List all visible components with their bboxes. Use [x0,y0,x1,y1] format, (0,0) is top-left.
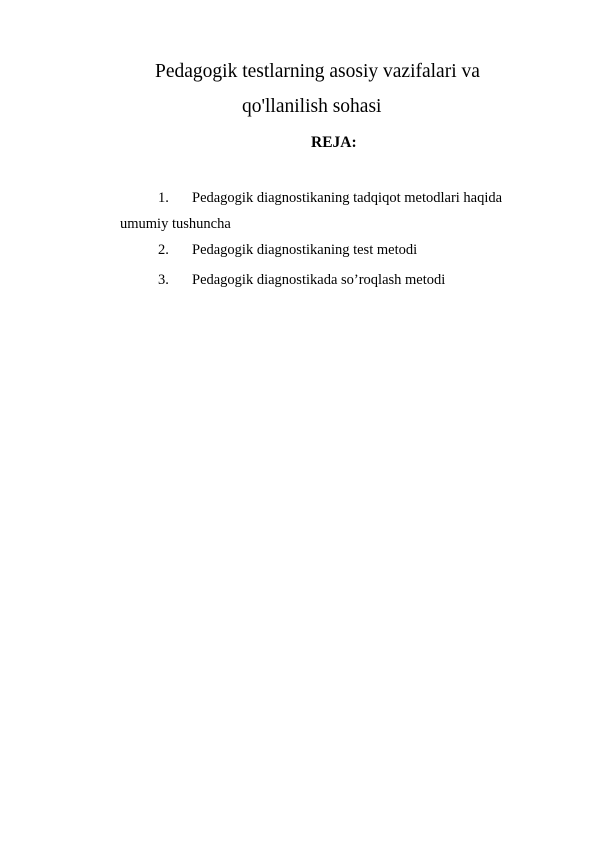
list-item-number: 2. [158,242,169,258]
page-title-line-2: qo'llanilish sohasi [242,96,382,117]
list-item-text-continuation: umumiy tushuncha [120,216,231,232]
list-item-text: Pedagogik diagnostikaning test metodi [192,242,418,258]
plan-heading: REJA: [311,134,357,151]
page-title-line-1: Pedagogik testlarning asosiy vazifalari va [155,61,480,82]
list-item-text: Pedagogik diagnostikaning tadqiqot metodlari haqida [192,190,503,206]
list-item-number: 1. [158,190,169,206]
list-item-text: Pedagogik diagnostikada so’roqlash metodi [192,272,446,288]
list-item-number: 3. [158,272,169,288]
